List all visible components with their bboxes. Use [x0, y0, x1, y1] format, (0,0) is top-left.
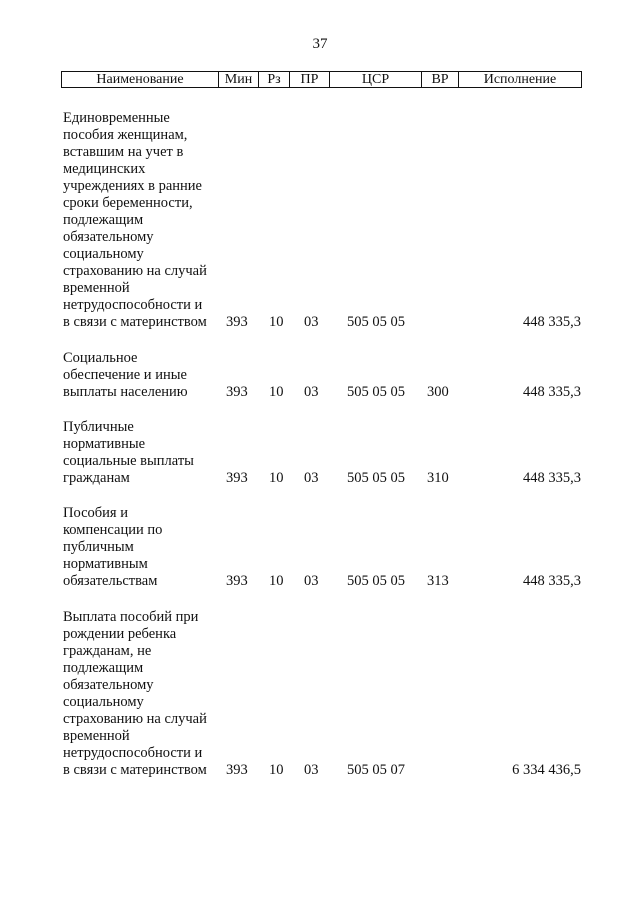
row-pr: 03 [304, 573, 319, 589]
row-isp: 448 335,3 [523, 384, 581, 400]
row-min: 393 [226, 470, 248, 486]
header-min: Мин [219, 72, 259, 87]
row-rz: 10 [269, 314, 284, 330]
row-name: Пособия и компенсации по публичным нормативным обязательствам [63, 505, 163, 589]
table-header [61, 71, 582, 88]
row-rz: 10 [269, 762, 284, 778]
header-name: Наименование [62, 72, 219, 87]
header-csr: ЦСР [330, 72, 422, 87]
table-row [61, 419, 582, 487]
page-number: 37 [312, 36, 328, 52]
row-name: Публичные нормативные социальные выплаты гражданам [63, 419, 194, 486]
row-isp: 448 335,3 [523, 573, 581, 589]
row-csr: 505 05 05 [347, 384, 405, 400]
row-name: Социальное обеспечение и иные выплаты населению [63, 350, 188, 400]
row-vr: 313 [427, 573, 449, 589]
row-rz: 10 [269, 573, 284, 589]
row-min: 393 [226, 314, 248, 330]
table-row [61, 505, 582, 590]
header-pr: ПР [290, 72, 330, 87]
header-isp: Исполнение [483, 72, 557, 87]
row-name: Единовременные пособия женщинам, вставшим на учет в медицинских учреждениях в ранние сроки беременности, подлежащим обязательному социальному страхованию на случай временной нетрудоспособности и в связи с материнством [63, 110, 207, 330]
table-row [61, 350, 582, 401]
row-isp: 448 335,3 [523, 470, 581, 486]
header-vr: ВР [422, 72, 459, 87]
row-vr: 300 [427, 384, 449, 400]
row-pr: 03 [304, 384, 319, 400]
row-min: 393 [226, 573, 248, 589]
row-csr: 505 05 07 [347, 762, 405, 778]
header-rz: Рз [259, 72, 290, 87]
row-pr: 03 [304, 470, 319, 486]
row-rz: 10 [269, 384, 284, 400]
row-pr: 03 [304, 762, 319, 778]
row-csr: 505 05 05 [347, 573, 405, 589]
table-row [61, 609, 582, 779]
row-csr: 505 05 05 [347, 314, 405, 330]
row-isp: 6 334 436,5 [512, 762, 581, 778]
row-rz: 10 [269, 470, 284, 486]
row-vr: 310 [427, 470, 449, 486]
row-min: 393 [226, 762, 248, 778]
row-pr: 03 [304, 314, 319, 330]
table-row [61, 110, 582, 331]
row-csr: 505 05 05 [347, 470, 405, 486]
row-min: 393 [226, 384, 248, 400]
row-isp: 448 335,3 [523, 314, 581, 330]
row-name: Выплата пособий при рождении ребенка гражданам, не подлежащим обязательному социальному страхованию на случай временной нетрудоспособности и в связи с материнством [63, 609, 207, 778]
